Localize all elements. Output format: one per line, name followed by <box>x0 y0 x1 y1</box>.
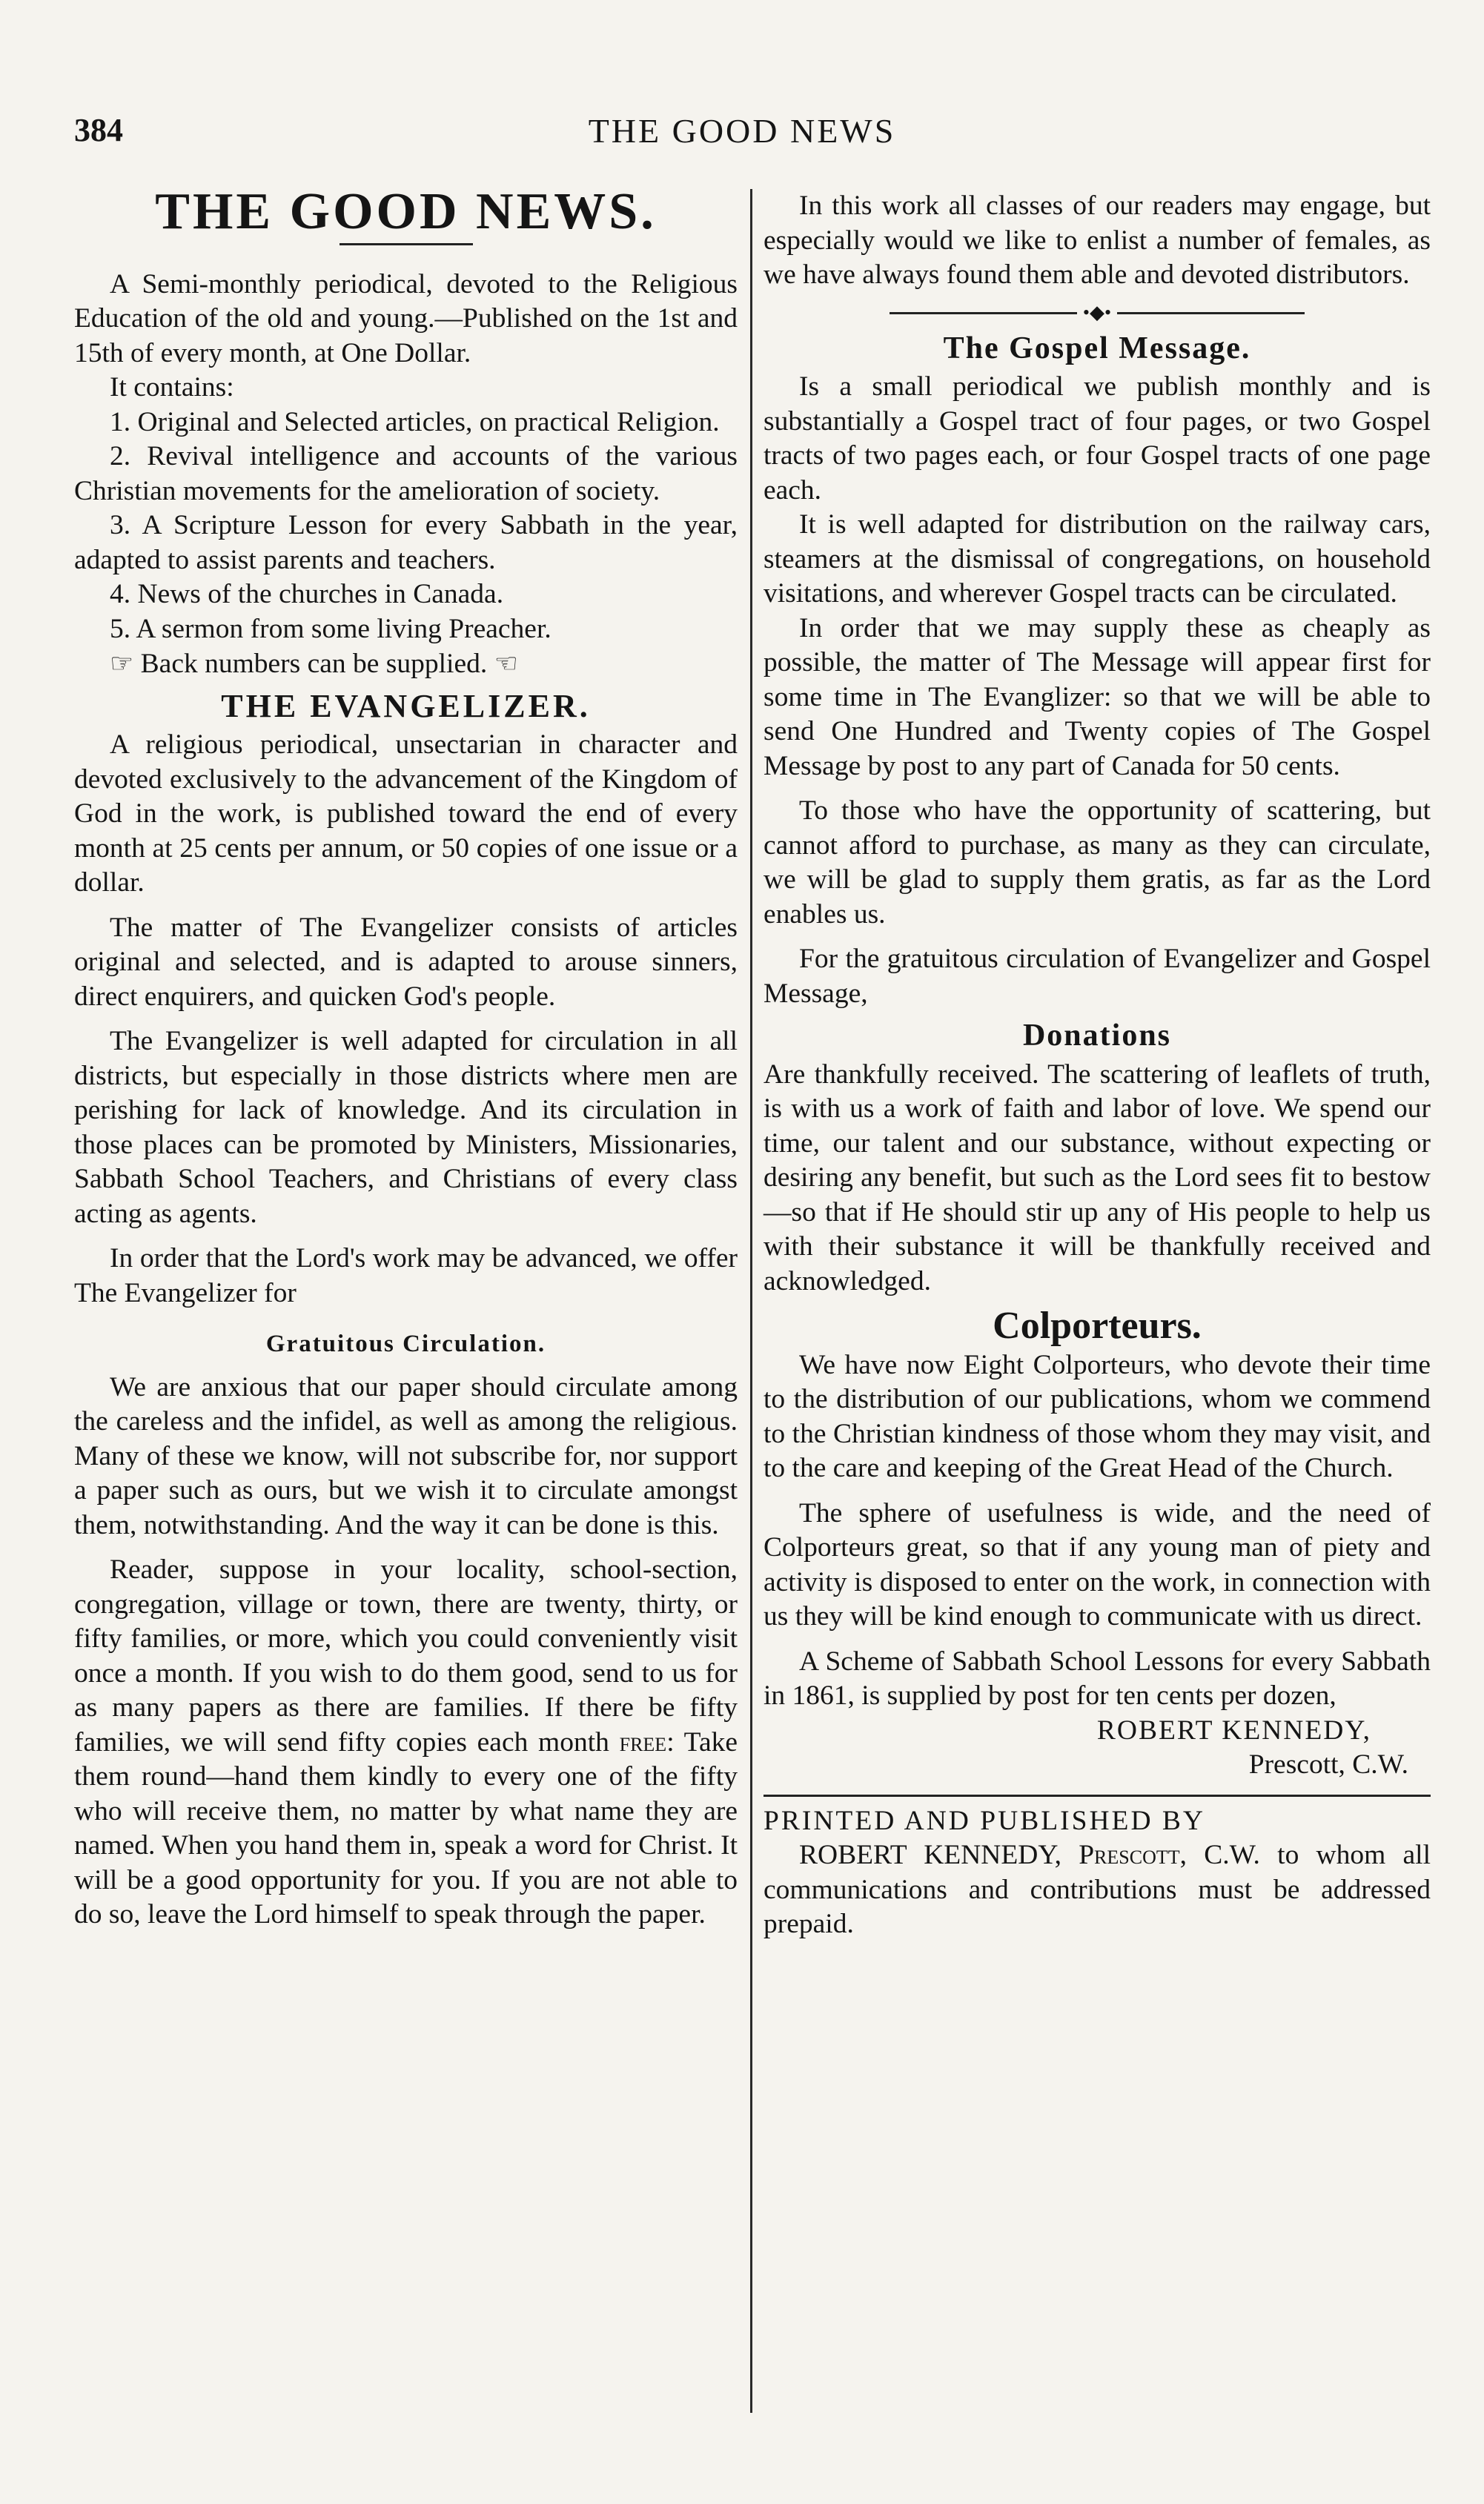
gratuitous-text: : Take them round—hand them kindly to every one of the fifty who will receive them, no matter by what name they are named. When you hand them in, speak a word for Christ. It will be a good opportunity for you. If you are not able to do so, leave the Lord himself to speak through the paper. <box>74 1726 738 1930</box>
imprint-town: Prescott <box>1079 1840 1180 1870</box>
contains-label: It contains: <box>110 372 234 403</box>
evangelizer-paragraph: In order that the Lord's work may be advanced, we offer The Evangelizer for <box>74 1243 738 1308</box>
pointing-hand-left-icon: ☜ <box>494 649 518 678</box>
evangelizer-paragraph: The matter of The Evangelizer consists of articles original and selected, and is adapted to arouse sinners, direct enquirers, and quicken God's people. <box>74 912 738 1012</box>
distributors-paragraph: In this work all classes of our readers may engage, but especially would we like to enlist a number of females, as we have always found them able and devoted distributors. <box>763 191 1431 290</box>
gospel-paragraph: It is well adapted for distribution on the railway cars, steamers at the dismissal of congregations, on household visitations, and wherever Gospel tracts can be circulated. <box>763 509 1431 609</box>
gospel-paragraph: Is a small periodical we publish monthly and is substantially a Gospel tract of four pages, or two Gospel tracts of two pages each, or four Gospel tracts of one page each. <box>763 371 1431 506</box>
list-item: 2. Revival intelligence and accounts of the various Christian movements for the amelioration of society. <box>74 441 738 506</box>
imprint-line: PRINTED AND PUBLISHED BY <box>763 1805 1205 1836</box>
signature-name: ROBERT KENNEDY, <box>1096 1715 1371 1746</box>
donations-paragraph: Are thankfully received. The scattering of leaflets of truth, is with us a work of faith and labor of love. We spend our time, our talent and our substance, without expecting or desiring any benefit, but such as the Lord sees fit to bestow—so that if He should stir up any of His people to help us with their substance it will be thankfully received and acknowledged. <box>763 1059 1431 1296</box>
masthead-title: THE GOOD NEWS. <box>155 183 657 240</box>
donations-heading: Donations <box>1022 1019 1172 1053</box>
right-column <box>763 189 1431 1942</box>
imprint-name: ROBERT KENNEDY, <box>799 1840 1079 1870</box>
masthead-rule <box>339 243 473 245</box>
gratuitous-heading: Gratuitous Circulation. <box>265 1331 546 1357</box>
page-number: 384 <box>74 112 123 148</box>
evangelizer-heading: THE EVANGELIZER. <box>221 687 591 724</box>
back-numbers-text: Back numbers can be supplied. <box>140 649 488 679</box>
signature-place: Prescott, C.W. <box>1248 1749 1408 1780</box>
colporteurs-heading: Colporteurs. <box>993 1305 1202 1347</box>
ornament-icon: •◆• <box>1077 302 1117 323</box>
gratuitous-paragraph: We are anxious that our paper should circulate among the careless and the infidel, as well as among the religious. Many of these we know, will not subscribe for, nor support a paper such as ours, but we wish it to circulate amongst them, notwithstanding. And the way it can be done is this. <box>74 1371 738 1540</box>
intro-paragraph: A Semi-monthly periodical, devoted to the Religious Education of the old and young.—Published on the 1st and 15th of every month, at One Dollar. <box>74 268 738 368</box>
colporteurs-paragraph: We have now Eight Colporteurs, who devote their time to the distribution of our publications, whom we commend to the Christian kindness of those whom they may visit, and to the care and keeping of the Great Head of the Church. <box>763 1349 1431 1483</box>
gratuitous-text: Reader, suppose in your locality, school-section, congregation, village or town, there are twenty, thirty, or fifty families, or more, which you could conveniently visit once a month. If you wish to do them good, send to us for as many papers as there are families. If there be fifty families, we will send fifty copies each month <box>74 1554 738 1758</box>
list-item: 3. A Scripture Lesson for every Sabbath in the year, adapted to assist parents and teachers. <box>74 510 738 575</box>
gospel-paragraph: In order that we may supply these as cheaply as possible, the matter of The Message will appear first for some time in The Evanglizer: so that we will be able to send One Hundred and Twenty copies of The Gospel Message by post to any part of Canada for 50 cents. <box>763 612 1431 781</box>
back-numbers-line <box>74 646 738 682</box>
left-column <box>74 183 738 1932</box>
evangelizer-paragraph: The Evangelizer is well adapted for circulation in all districts, but especially in those districts where men are perishing for lack of knowledge. And its circulation in those places can be promoted by Ministers, Missionaries, Sabbath School Teachers, and Christians of every class acting as agents. <box>74 1026 738 1229</box>
pointing-hand-right-icon: ☞ <box>110 649 134 678</box>
column-divider <box>750 189 752 2413</box>
imprint-province: , C.W. <box>1179 1840 1260 1870</box>
evangelizer-paragraph: A religious periodical, unsectarian in character and devoted exclusively to the advancement of the Kingdom of God in the work, is published toward the end of every month at 25 cents per annum, or 50 copies of one issue or a dollar. <box>74 729 738 898</box>
scheme-paragraph: A Scheme of Sabbath School Lessons for every Sabbath in 1861, is supplied by post for ten cents per dozen, <box>763 1646 1431 1711</box>
list-item: 4. News of the churches in Canada. <box>110 579 504 609</box>
imprint-rule <box>763 1795 1431 1797</box>
colporteurs-paragraph: The sphere of usefulness is wide, and the need of Colporteurs great, so that if any young man of piety and activity is disposed to enter on the work, in connection with us they will be kind enough to communicate with us direct. <box>763 1497 1431 1632</box>
ornament-rule <box>890 302 1305 324</box>
running-title: THE GOOD NEWS <box>588 112 896 150</box>
list-item: 1. Original and Selected articles, on practical Religion. <box>110 406 720 437</box>
running-head <box>59 111 1425 163</box>
gospel-message-heading: The Gospel Message. <box>943 331 1251 365</box>
free-word: free <box>619 1726 667 1758</box>
imprint-rest: to whom all communications and contributions must be addressed prepaid. <box>763 1840 1431 1939</box>
gospel-paragraph: For the gratuitous circulation of Evangelizer and Gospel Message, <box>763 944 1431 1009</box>
list-item: 5. A sermon from some living Preacher. <box>110 613 551 644</box>
imprint-publisher <box>763 1838 1431 1942</box>
gratuitous-paragraph <box>74 1553 738 1932</box>
gospel-paragraph: To those who have the opportunity of scattering, but cannot afford to purchase, as many as they can circulate, we will be glad to supply them gratis, as far as the Lord enables us. <box>763 795 1431 930</box>
